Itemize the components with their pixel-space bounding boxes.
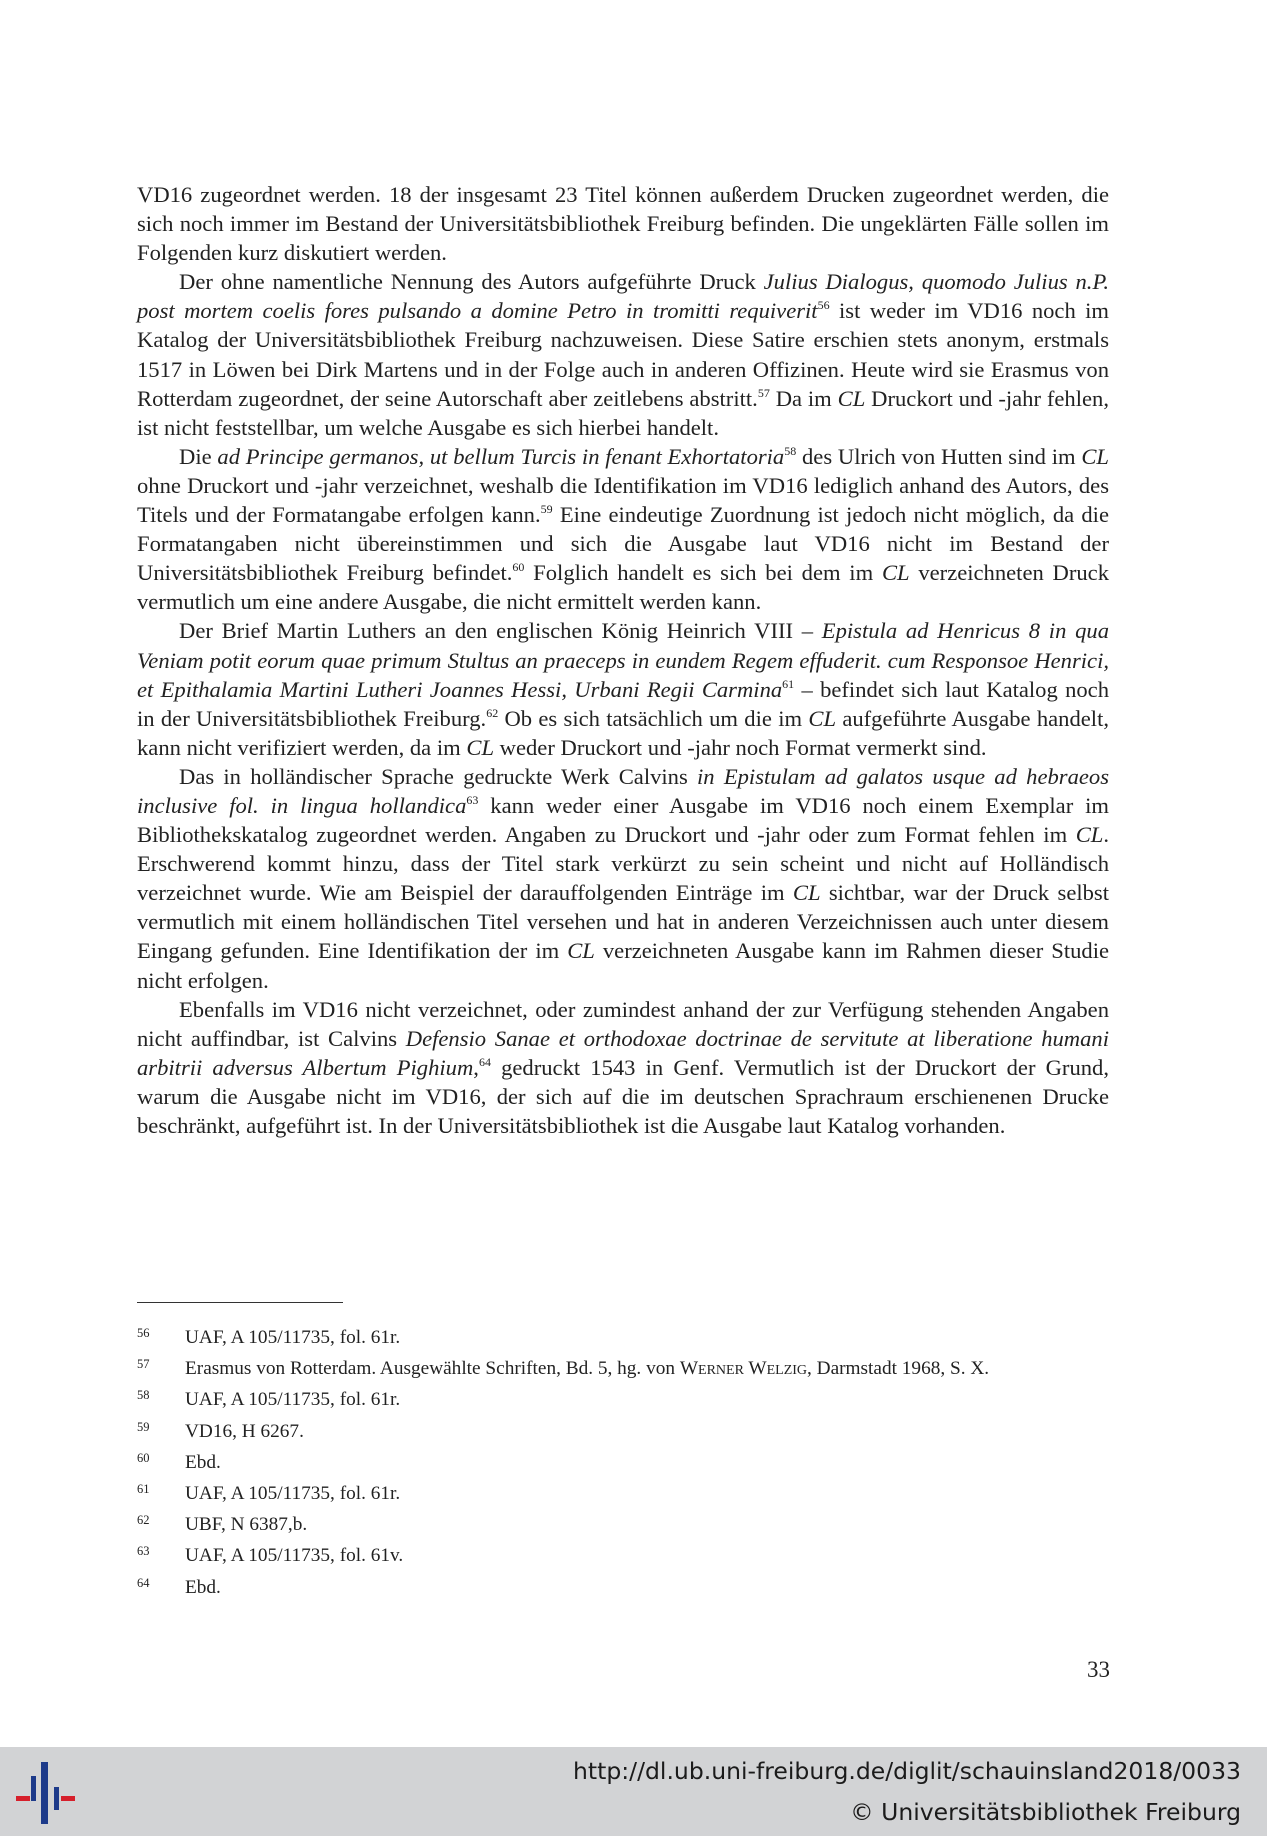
paragraph [137, 995, 1109, 1140]
footnotes [137, 1323, 1117, 1604]
footnote [137, 1417, 1117, 1448]
text-run: Das in holländischer Sprache gedruckte Werk Calvins [179, 763, 698, 789]
text-run: – befindet sich laut Katalog noch in der Universitätsbibliothek Freiburg. [137, 676, 1109, 731]
footnote [137, 1448, 1117, 1479]
text-run: UAF, A 105/11735, fol. 61r. [185, 1389, 401, 1411]
footnote-text [185, 1479, 400, 1508]
italic-title: CL [466, 734, 495, 760]
footnote-number: 59 [137, 1419, 150, 1434]
footnote-text [185, 1510, 307, 1539]
text-run: UAF, A 105/11735, fol. 61r. [185, 1483, 401, 1505]
italic-title: CL [567, 938, 595, 964]
text-run: VD16 zugeordnet werden. 18 der insgesamt 23 Titel können außerdem Drucken zugeordnet werden, die sich noch immer im Bestand der Universitätsbibliothek Freiburg befinden. Die ungeklärten Fälle sollen im Folgenden kurz diskutiert werden. [137, 182, 1109, 266]
footnote [137, 1573, 1117, 1604]
footnote [137, 1385, 1117, 1416]
text-run: Der Brief Martin Luthers an den englischen König Heinrich VIII – [179, 618, 822, 644]
italic-title: CL [837, 385, 866, 411]
footnote-number: 61 [137, 1482, 150, 1497]
footnote-text [185, 1573, 221, 1602]
footnote-number: 57 [137, 1357, 150, 1372]
italic-title: CL [1075, 822, 1104, 848]
copyright-notice: © Universitätsbibliothek Freiburg [850, 1798, 1241, 1826]
text-run: ohne Druckort und -jahr verzeichnet, weshalb die Identifikation im VD16 lediglich anhand des Autors, des Titels und der Formatangabe erfolgen kann. [137, 472, 1109, 528]
italic-title: Epistula ad Henricus 8 in qua Veniam potit eorum quae primum Stultus an praeceps in eundem Regem effuderit. cum Responsoe Henrici, et Epithalamia Martini Lutheri Joannes Hessi, Urbani Regii Carmina [137, 618, 1109, 702]
text-run: , [473, 1054, 479, 1080]
paragraph [137, 616, 1109, 761]
footnote-separator [137, 1302, 343, 1303]
footnote-text [185, 1385, 400, 1414]
paragraph [137, 442, 1109, 617]
italic-title: in Epistulam ad galatos usque ad hebraeos inclusive fol. in lingua hollandica [137, 763, 1109, 818]
text-run: Eine eindeutige Zuordnung ist jedoch nicht möglich, da die Formatangaben nicht übereinstimmen und sich die Ausgabe laut VD16 nicht im Bestand der Universitätsbibliothek Freiburg befindet. [137, 502, 1109, 586]
footnote-text [185, 1323, 400, 1352]
footnote-reference: 64 [478, 1054, 491, 1069]
text-run: . Erschwerend kommt hinzu, dass der Titel stark verkürzt zu sein scheint und nicht auf Holländisch verzeichnet wurde. Wie am Beispiel der darauffolgenden Einträge im [137, 822, 1109, 906]
paragraph [137, 762, 1109, 995]
text-run: sichtbar, war der Druck selbst vermutlich mit einem holländischen Titel versehen und hat in anderen Verzeichnissen auch unter diesem Eingang gefunden. Eine Identifikation der im [137, 880, 1109, 964]
footnote-text [185, 1448, 221, 1477]
footnote-reference: 63 [466, 792, 479, 807]
footnote [137, 1510, 1117, 1541]
author-name: Werner Welzig [679, 1358, 808, 1380]
footnote-reference: 62 [486, 705, 499, 720]
footnote-number: 64 [137, 1575, 150, 1590]
text-run: , Darmstadt 1968, S. X. [807, 1358, 990, 1380]
text-run: ist weder im VD16 noch im Katalog der Universitätsbibliothek Freiburg nachzuweisen. Diese Satire erschien stets anonym, erstmals 1517 in Löwen bei Dirk Martens und in der Folge auch in anderen Offizinen. Heute wird sie Erasmus von Rotterdam zugeordnet, der seine Autorschaft aber zeitlebens abstritt. [137, 298, 1110, 411]
text-run: Ebenfalls im VD16 nicht verzeichnet, oder zumindest anhand der zur Verfügung stehenden Angaben nicht auffindbar, ist Calvins [137, 996, 1109, 1051]
italic-title: CL [792, 880, 821, 906]
text-run: verzeichneten Ausgabe kann im Rahmen dieser Studie nicht erfolgen. [137, 938, 1109, 993]
text-run: Ob es sich tatsächlich um die im [498, 705, 809, 731]
footnote-number: 62 [137, 1513, 150, 1528]
footnote-reference: 60 [512, 560, 525, 575]
text-run: Ebd. [185, 1451, 221, 1473]
text-run: aufgeführte Ausgabe handelt, kann nicht verifiziert werden, da im [137, 705, 1109, 760]
footnote-reference: 58 [784, 443, 797, 458]
text-run: UAF, A 105/11735, fol. 61v. [185, 1545, 404, 1567]
footnote-number: 58 [137, 1388, 150, 1403]
footnote-number: 63 [137, 1544, 150, 1559]
footnote-number: 56 [137, 1326, 150, 1340]
text-run: Ebd. [185, 1576, 221, 1598]
text-run: Der ohne namentliche Nennung des Autors aufgeführte Druck [179, 269, 764, 295]
italic-title: Defensio Sanae et orthodoxae doctrinae de servitute at liberatione humani arbitrii adversus Albertum Pighium [137, 1025, 1109, 1080]
body-text [137, 180, 1109, 1140]
text-run: UBF, N 6387,b. [185, 1514, 308, 1536]
text-run: des Ulrich von Hutten sind im [796, 443, 1082, 469]
italic-title: Julius Dialogus, quomodo Julius n.P. post mortem coelis fores pulsando a domine Petro in tromitti requiverit [137, 269, 1109, 324]
text-run: Erasmus von Rotterdam. Ausgewählte Schriften, Bd. 5, hg. von [185, 1358, 680, 1380]
footnote-reference: 59 [540, 502, 553, 517]
footnote-number: 60 [137, 1450, 150, 1465]
text-run: verzeichneten Druck vermutlich um eine andere Ausgabe, die nicht ermittelt werden kann. [137, 560, 1110, 615]
footnote-reference: 56 [817, 298, 830, 313]
footnote [137, 1354, 1117, 1385]
text-run: VD16, H 6267. [185, 1420, 304, 1442]
text-run: UAF, A 105/11735, fol. 61r. [185, 1327, 401, 1348]
italic-title: CL [1081, 443, 1109, 469]
permalink-url[interactable]: http://dl.ub.uni-freiburg.de/diglit/schauinsland2018/0033 [573, 1757, 1241, 1785]
italic-title: CL [881, 560, 910, 586]
footer-bar [0, 1747, 1267, 1836]
text-run: Folglich handelt es sich bei dem im [524, 560, 882, 586]
footnote-text [185, 1354, 989, 1383]
footnote [137, 1479, 1117, 1510]
footnote-text [185, 1417, 304, 1446]
footnote [137, 1323, 1117, 1354]
text-run: gedruckt 1543 in Genf. Vermutlich ist der Druckort der Grund, warum die Ausgabe nicht im VD16, der sich auf die im deutschen Sprachraum erschienenen Drucke beschränkt, aufgeführt ist. In der Universitätsbibliothek ist die Ausgabe laut Katalog vorhanden. [137, 1054, 1109, 1138]
paragraph [137, 180, 1109, 267]
italic-title: ad Principe germanos, ut bellum Turcis in fenant Exhortatoria [217, 443, 785, 469]
text-run: Die [179, 443, 218, 469]
text-run: Da im [769, 385, 838, 411]
italic-title: CL [808, 705, 837, 731]
footnote [137, 1541, 1117, 1572]
ub-freiburg-logo-icon [14, 1759, 80, 1827]
text-run: kann weder einer Ausgabe im VD16 noch einem Exemplar im Bibliothekskatalog zugeordnet werden. Angaben zu Druckort und -jahr oder zum Format fehlen im [137, 792, 1109, 848]
footnote-text [185, 1541, 403, 1570]
page-number: 33 [1087, 1657, 1110, 1682]
footnote-reference: 57 [757, 385, 770, 400]
footnote-reference: 61 [782, 676, 795, 691]
text-run: Druckort und -jahr fehlen, ist nicht feststellbar, um welche Ausgabe es sich hierbei handelt. [137, 385, 1109, 440]
paragraph [137, 267, 1109, 442]
text-run: weder Druckort und -jahr noch Format vermerkt sind. [494, 734, 987, 760]
